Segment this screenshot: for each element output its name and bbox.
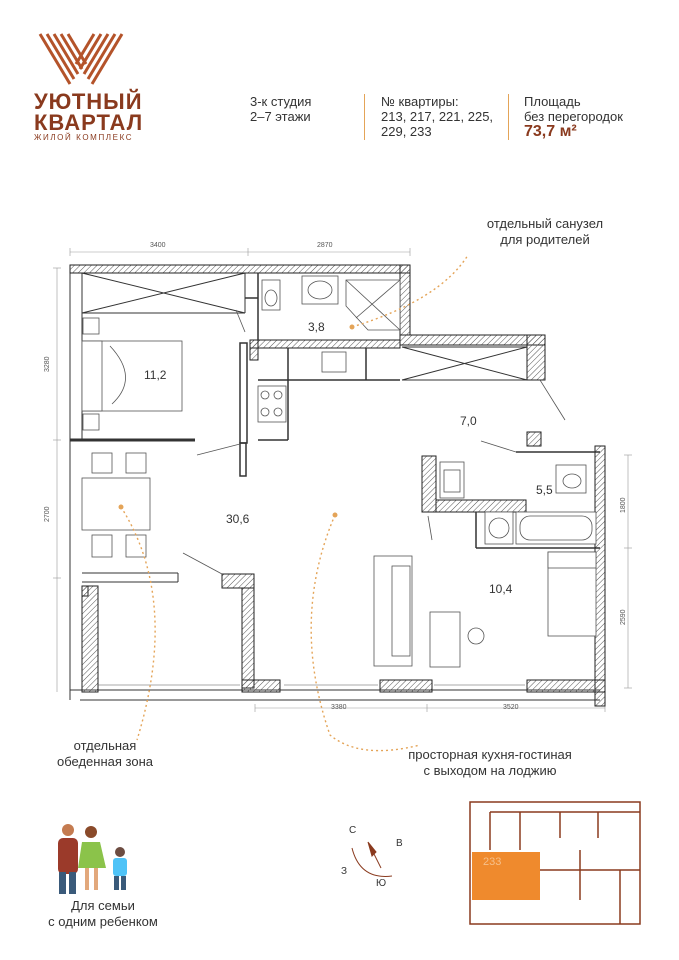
- apartment-numbers-line2: 229, 233: [381, 124, 432, 139]
- sofa: [374, 556, 412, 666]
- callout-parents-bathroom-line2: для родителей: [500, 232, 590, 247]
- room-area-hall: 7,0: [460, 414, 477, 428]
- dim-top-right: 2870: [317, 242, 333, 249]
- callout-dining-line1: отдельная: [73, 738, 137, 753]
- dim-right-top: 1800: [620, 497, 627, 513]
- compass-south: Ю: [376, 878, 387, 889]
- callout-lines: [121, 255, 468, 751]
- callout-kitchen-line1: просторная кухня-гостиная: [408, 747, 572, 762]
- dim-left-bottom: 2700: [44, 506, 51, 522]
- callout-kitchen-line2: с выходом на лоджию: [423, 763, 557, 778]
- brand-subtitle: ЖИЛОЙ КОМПЛЕКС: [34, 133, 134, 142]
- callout-kitchen: [385, 747, 595, 779]
- apartment-numbers-line1: 213, 217, 221, 225,: [381, 109, 494, 124]
- room-area-living-kitchen: 30,6: [226, 512, 250, 526]
- family-caption-line2: с одним ребенком: [48, 914, 158, 929]
- family-caption: [28, 898, 178, 930]
- compass-rose: [352, 842, 392, 876]
- dim-right-bottom: 2590: [620, 609, 627, 625]
- minimap-apartment-number: 233: [483, 856, 502, 868]
- dim-bottom-right: 3520: [503, 704, 519, 711]
- bed: [82, 318, 182, 430]
- area-label-line2: без перегородок: [524, 109, 623, 124]
- kids-bed: [548, 552, 596, 636]
- apartment-numbers-label: № квартиры:: [381, 94, 459, 109]
- apartment-type-line1: 3-к студия: [250, 94, 312, 109]
- area-label-line1: Площадь: [524, 94, 581, 109]
- area-value: 73,7 м²: [524, 123, 577, 140]
- brand-name-line1: УЮТНЫЙ: [34, 89, 143, 114]
- room-area-bedroom: 11,2: [144, 368, 167, 382]
- floors-line: 2–7 этажи: [250, 109, 311, 124]
- compass-east: В: [396, 838, 403, 849]
- dim-bottom-left: 3380: [331, 704, 347, 711]
- compass-west: З: [341, 866, 348, 877]
- room-area-bathroom: 5,5: [536, 483, 553, 497]
- callout-parents-bathroom-line1: отдельный санузел: [486, 216, 604, 231]
- dim-left-top: 3280: [44, 356, 51, 372]
- desk: [430, 612, 484, 667]
- room-area-kids-room: 10,4: [489, 582, 513, 596]
- compass-north: С: [349, 825, 357, 836]
- room-area-parents-bathroom: 3,8: [308, 320, 325, 334]
- dining-set: [82, 453, 150, 557]
- family-caption-line1: Для семьи: [71, 898, 135, 913]
- kitchen-unit: [258, 352, 346, 422]
- partitions: [240, 273, 600, 548]
- dim-top-left: 3400: [150, 242, 166, 249]
- family-illustration: [58, 824, 127, 894]
- callout-dining: [40, 738, 170, 770]
- callout-parents-bathroom: [460, 216, 630, 248]
- parents-bathroom-fixtures: [262, 276, 400, 330]
- brand-name-line2: КВАРТАЛ: [34, 110, 144, 135]
- callout-dining-line2: обеденная зона: [57, 754, 153, 769]
